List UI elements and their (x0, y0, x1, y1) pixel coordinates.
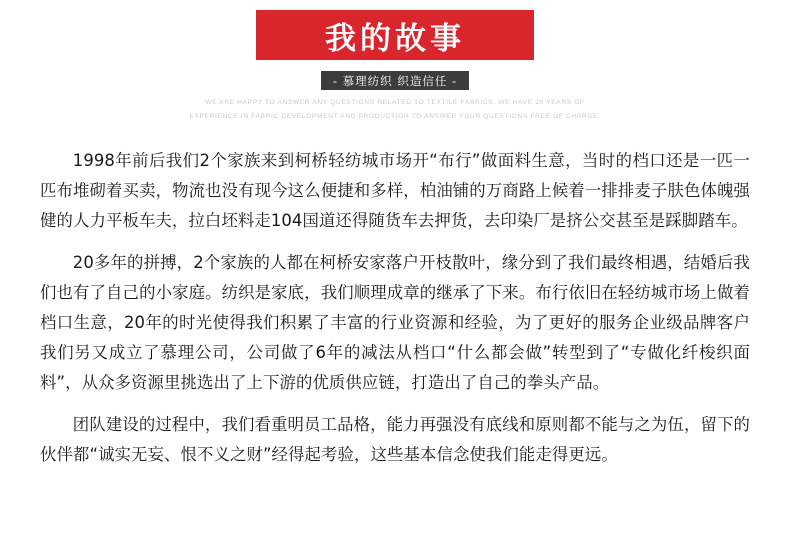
story-paragraph: 20多年的拼搏，2个家族的人都在柯桥安家落户开枝散叶，缘分到了我们最终相遇，结婚后我们也有了自己的小家庭。纺织是家底，我们顺理成章的继承了下来。布行依旧在轻纺城市场上做着档口生意，20年的时光使得我们积累了丰富的行业资源和经验，为了更好的服务企业级品牌客户我们另又成立了慕理公司，公司做了6年的减法从档口“什么都会做”转型到了“专做化纤梭织面料”，从众多资源里挑选出了上下游的优质供应链，打造出了自己的拳头产品。 (40, 253, 750, 392)
page-header (0, 0, 790, 120)
brand-subtitle: - 慕理纺织 织造信任 - (321, 71, 469, 90)
story-paragraph: 1998年前后我们2个家族来到柯桥轻纺城市场开“布行”做面料生意，当时的档口还是一匹一匹布堆砌着买卖，物流也没有现今这么便捷和多样，柏油铺的万商路上候着一排排麦子肤色体魄强健的人力平板车夫，拉白坯料走104国道还得随货车去押货，去印染厂是挤公交甚至是踩脚踏车。 (40, 151, 750, 230)
story-body (40, 146, 750, 470)
story-paragraph: 团队建设的过程中，我们看重明员工品格，能力再强没有底线和原则都不能与之为伍，留下的伙伴都“诚实无妄、恨不义之财”经得起考验，这些基本信念使我们能走得更远。 (40, 415, 750, 464)
english-tagline-line-1: WE ARE HAPPY TO ANSWER ANY QUESTIONS RELATED TO TEXTILE FABRICS. WE HAVE 20 YEARS OF (205, 98, 585, 107)
page-title: 我的故事 (256, 10, 534, 60)
english-tagline-line-2: EXPERIENCE IN FABRIC DEVELOPMENT AND PRODUCTION TO ANSWER YOUR QUESTIONS FREE OF CHARGE. (189, 112, 601, 121)
